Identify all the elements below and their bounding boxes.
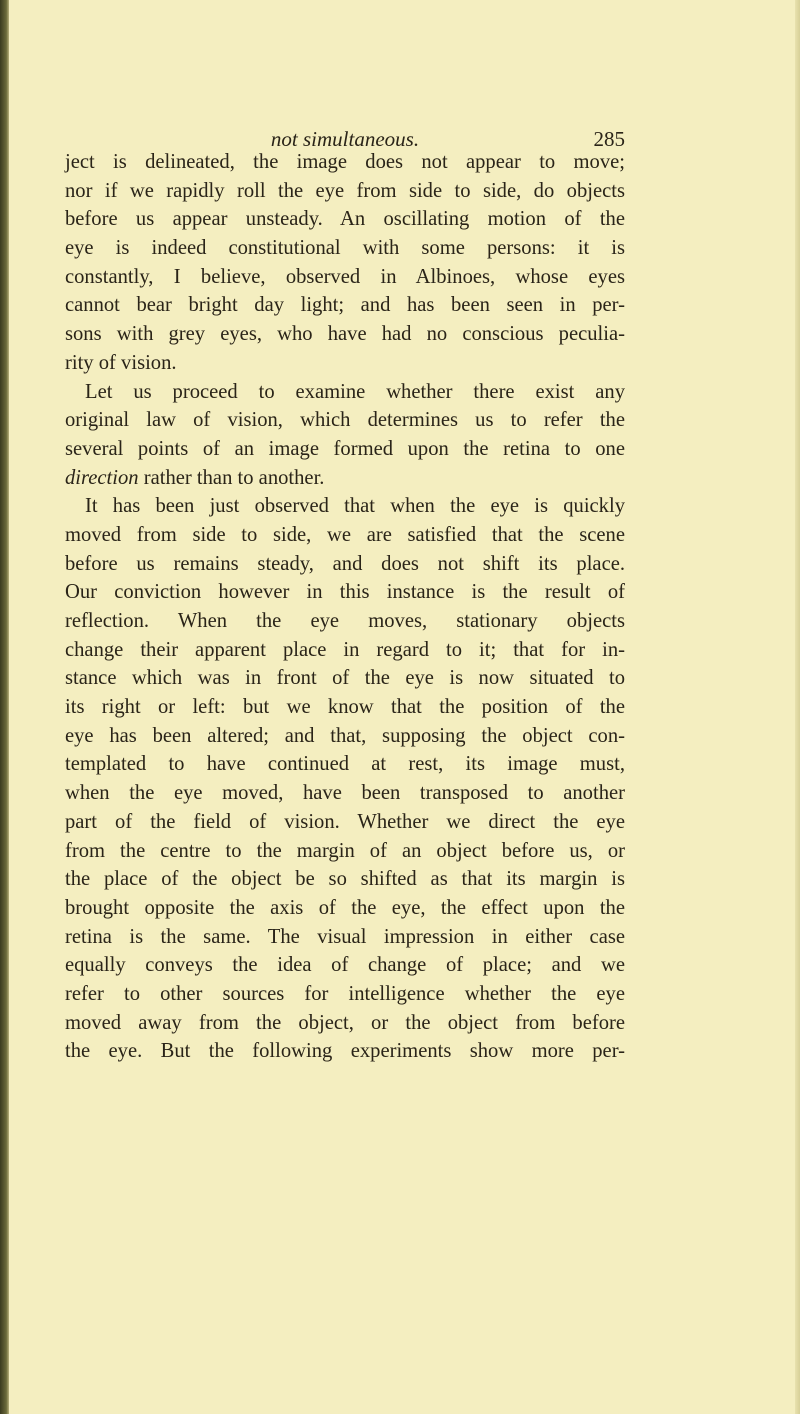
text-line: refer to other sources for intelligence whether the eye <box>65 982 625 1005</box>
text-line: when the eye moved, have been transposed to another <box>65 782 625 805</box>
line-text: rather than to another. <box>138 466 325 489</box>
page-right-edge <box>795 0 800 1414</box>
text-line: before us remains steady, and does not shift its place. <box>65 552 625 575</box>
text-line: nor if we rapidly roll the eye from side to side, do objects <box>65 179 625 202</box>
text-line: moved from side to side, we are satisfied that the scene <box>65 523 625 546</box>
text-line: stance which was in front of the eye is now situated to <box>65 667 625 690</box>
text-line: eye is indeed constitutional with some persons: it is <box>65 237 625 260</box>
text-line: from the centre to the margin of an object before us, or <box>65 839 625 862</box>
italic-word: direction <box>65 466 139 489</box>
text-line: reflection. When the eye moves, stationary objects <box>65 610 625 632</box>
text-line: rity of vision. <box>65 351 177 374</box>
text-line: sons with grey eyes, who have had no conscious peculia- <box>65 323 625 346</box>
text-line: templated to have continued at rest, its image must, <box>65 753 625 776</box>
text-line: part of the field of vision. Whether we direct the eye <box>65 810 625 833</box>
text-line: equally conveys the idea of change of place; and we <box>65 954 625 977</box>
page-binding-edge <box>0 0 9 1414</box>
text-line: original law of vision, which determines us to refer the <box>65 409 625 432</box>
text-line: eye has been altered; and that, supposing the object con- <box>65 724 625 747</box>
text-line: cannot bear bright day light; and has been seen in per- <box>65 294 625 317</box>
text-line: the place of the object be so shifted as that its margin is <box>65 868 625 891</box>
page-number: 285 <box>593 127 625 151</box>
text-line: Let us proceed to examine whether there exist any <box>85 380 625 403</box>
text-line: retina is the same. The visual impression in either case <box>65 925 625 948</box>
body-text <box>65 148 625 1066</box>
text-line: Our conviction however in this instance is the result of <box>65 581 625 604</box>
text-line: before us appear unsteady. An oscillating motion of the <box>65 208 625 231</box>
text-line <box>65 464 625 493</box>
running-title: not simultaneous. <box>270 127 420 151</box>
text-line: several points of an image formed upon the retina to one <box>65 437 625 460</box>
text-line: constantly, I believe, observed in Albinoes, whose eyes <box>65 265 625 288</box>
text-line: change their apparent place in regard to it; that for in- <box>65 638 625 661</box>
text-line: It has been just observed that when the eye is quickly <box>85 495 625 518</box>
text-line: moved away from the object, or the object from before <box>65 1011 625 1034</box>
text-line: its right or left: but we know that the position of the <box>65 696 625 719</box>
text-line: the eye. But the following experiments show more per- <box>65 1040 625 1063</box>
text-line: ject is delineated, the image does not appear to move; <box>65 151 625 173</box>
text-line: brought opposite the axis of the eye, the effect upon the <box>65 896 625 919</box>
